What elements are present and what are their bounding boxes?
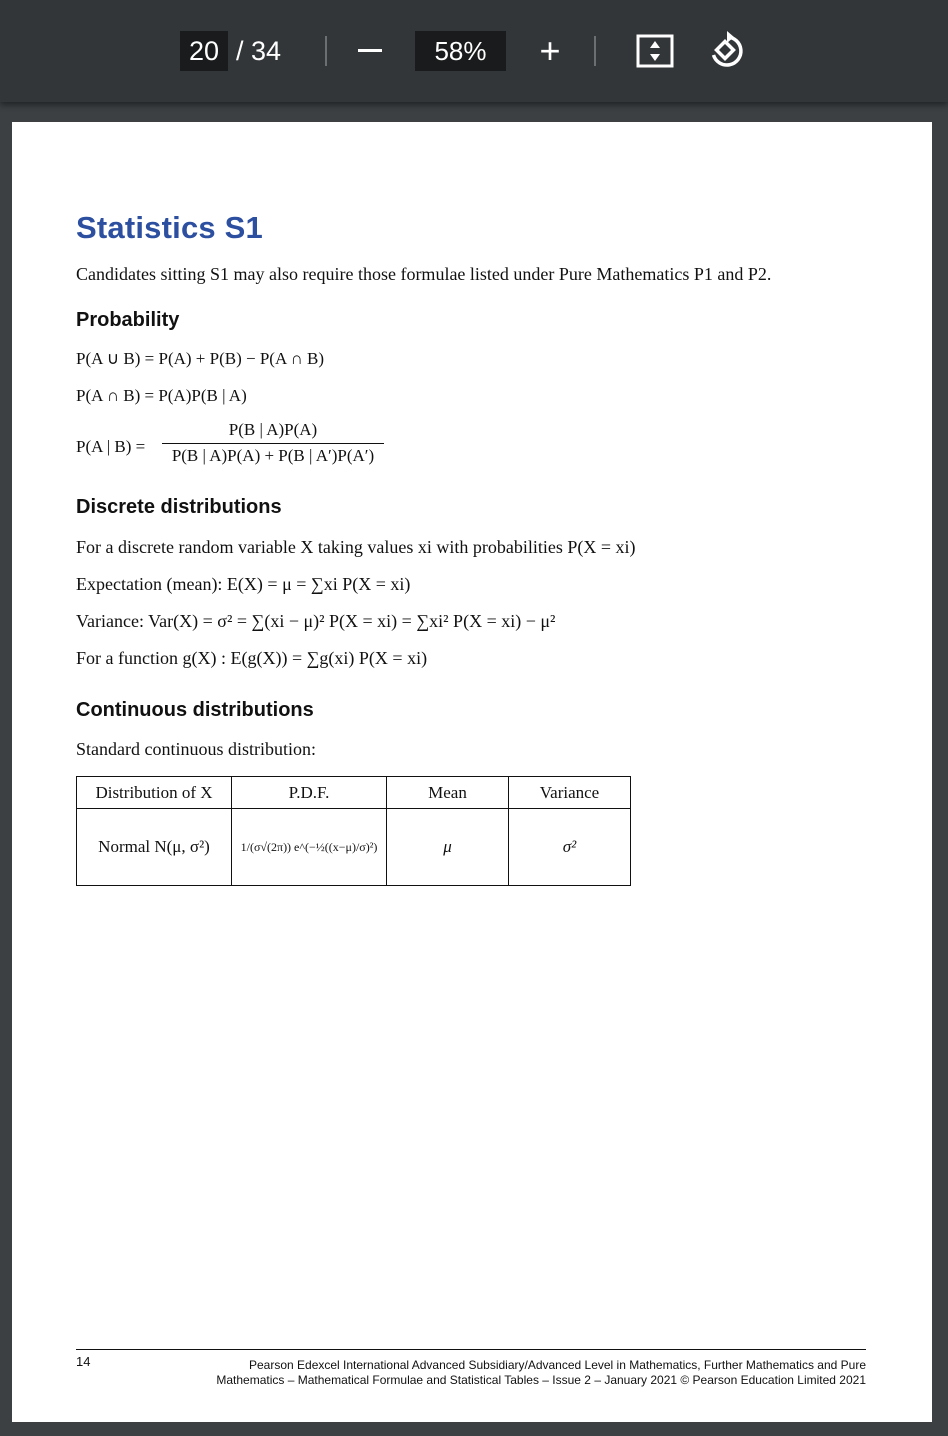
section-heading-discrete: Discrete distributions	[76, 496, 282, 518]
pdf-page	[12, 122, 932, 1422]
formula-bayes-fraction	[162, 420, 384, 466]
table-header-row	[77, 777, 631, 809]
formula-bayes-lhs: P(A | B) =	[76, 437, 146, 456]
section-heading-continuous: Continuous distributions	[76, 699, 314, 721]
table-row	[77, 809, 631, 886]
zoom-in-button[interactable]: +	[539, 30, 561, 71]
fit-to-page-button[interactable]	[636, 33, 674, 69]
cell-pdf: 1/(σ√(2π)) e^(−½((x−μ)/σ)²)	[232, 809, 387, 886]
formula-prob-intersect: P(A ∩ B) = P(A)P(B | A)	[76, 386, 247, 405]
page-total: / 34	[236, 36, 282, 66]
header-mean: Mean	[387, 777, 509, 809]
footer-page-number: 14	[76, 1354, 91, 1369]
continuous-intro: Standard continuous distribution:	[76, 739, 316, 759]
bayes-numerator: P(B | A)P(A)	[228, 420, 318, 439]
formula-discrete-def: For a discrete random variable X taking values xi with probabilities P(X = xi)	[76, 537, 636, 557]
rotate-button[interactable]	[706, 30, 748, 72]
formula-expectation: Expectation (mean): E(X) = μ = ∑xi P(X = xi)	[76, 574, 411, 594]
zoom-level-input[interactable]: 58%	[415, 31, 506, 71]
header-pdf: P.D.F.	[232, 777, 387, 809]
toolbar-divider	[325, 36, 327, 66]
header-distribution: Distribution of X	[77, 777, 232, 809]
formula-prob-union: P(A ∪ B) = P(A) + P(B) − P(A ∩ B)	[76, 349, 325, 368]
footer-line-1: Pearson Edexcel International Advanced Subsidiary/Advanced Level in Mathematics, Further Mathematics and Pure	[248, 1358, 866, 1372]
pdf-toolbar	[0, 0, 948, 102]
footer-text	[146, 1358, 866, 1388]
cell-mean: μ	[387, 809, 509, 886]
formula-variance: Variance: Var(X) = σ² = ∑(xi − μ)² P(X = xi) = ∑xi² P(X = xi) − μ²	[76, 611, 556, 631]
cell-variance: σ²	[509, 809, 631, 886]
rotate-icon	[706, 30, 748, 72]
fit-to-page-icon	[636, 33, 674, 69]
footer-rule	[76, 1349, 866, 1350]
formula-function: For a function g(X) : E(g(X)) = ∑g(xi) P(X = xi)	[76, 648, 428, 668]
page-title: Statistics S1	[76, 210, 263, 245]
header-variance: Variance	[509, 777, 631, 809]
distribution-table	[76, 776, 631, 886]
bayes-denominator: P(B | A)P(A) + P(B | A′)P(A′)	[171, 446, 375, 465]
section-heading-probability: Probability	[76, 309, 180, 331]
page-number-input[interactable]: 20	[180, 31, 228, 71]
intro-text: Candidates sitting S1 may also require those formulae listed under Pure Mathematics P1 and P2.	[76, 264, 772, 284]
toolbar-divider	[594, 36, 596, 66]
zoom-out-button[interactable]	[358, 49, 382, 52]
footer-line-2: Mathematics – Mathematical Formulae and Statistical Tables – Issue 2 – January 2021 © Pearson Education Limited 2021	[216, 1373, 866, 1387]
cell-distribution: Normal N(μ, σ²)	[77, 809, 232, 886]
